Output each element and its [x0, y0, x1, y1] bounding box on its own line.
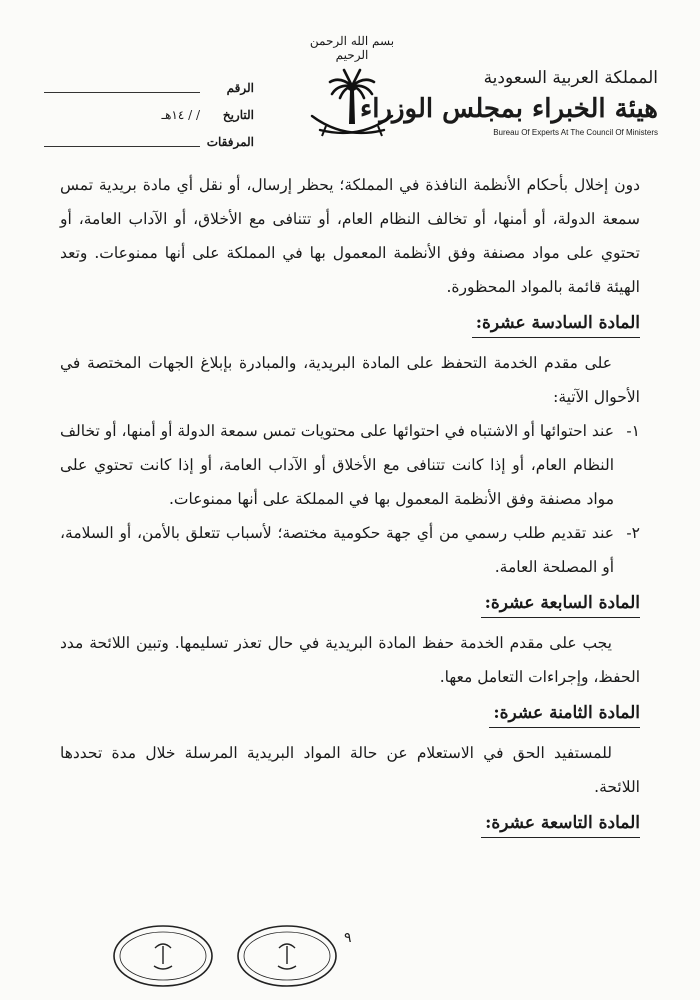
item-number: ١- — [626, 422, 640, 440]
kingdom-name: المملكة العربية السعودية — [483, 68, 658, 88]
attachments-row — [44, 128, 254, 155]
page-number: ٩ — [344, 930, 352, 946]
article-19-heading: المادة التاسعة عشرة: — [481, 810, 640, 838]
basmala: بسم الله الرحمن الرحيم — [309, 34, 395, 62]
item-text: عند تقديم طلب رسمي من أي جهة حكومية مختصة؛ لأسباب تتعلق بالأمن، أو السلامة، أو المصلحة العامة. — [60, 524, 614, 576]
reference-number-line — [44, 82, 200, 93]
reference-number-label: الرقم — [226, 80, 254, 95]
article-19-heading-wrap — [60, 810, 640, 838]
article-16-heading-wrap — [60, 310, 640, 338]
article-18-heading: المادة الثامنة عشرة: — [489, 700, 640, 728]
reference-fields — [44, 74, 254, 155]
item-text: عند احتوائها أو الاشتباه في احتوائها على محتويات تمس سمعة الدولة أو أمنها، أو تخالف النظام العام، أو إذا كانت تتنافى مع الأخلاق أو الآداب العامة، أو إذا كانت تحتوي على مواد مصنفة وفق الأنظمة المعمول بها في المملكة على أنها ممنوعات. — [60, 422, 614, 508]
article-16-text: على مقدم الخدمة التحفظ على المادة البريدية، والمبادرة بإبلاغ الجهات المختصة في الأحوال الآتية: — [60, 354, 640, 406]
letterhead-institution — [359, 68, 658, 137]
letterhead-emblem-block — [296, 34, 408, 146]
palm-swords-emblem-icon — [304, 66, 400, 146]
bureau-name-arabic: هيئة الخبراء بمجلس الوزراء — [359, 94, 658, 124]
article-17-heading: المادة السابعة عشرة: — [481, 590, 640, 618]
official-seal-secretariat-icon — [112, 924, 214, 988]
article-16-heading: المادة السادسة عشرة: — [472, 310, 640, 338]
reference-number-row — [44, 74, 254, 101]
attachments-line — [44, 136, 200, 147]
article-16-item — [60, 414, 640, 516]
date-label: التاريخ — [222, 107, 254, 122]
date-value: / / ١٤هـ — [161, 107, 200, 122]
bureau-name-english: Bureau Of Experts At The Council Of Ministers — [493, 128, 658, 137]
item-number: ٢- — [626, 524, 640, 542]
article-18-heading-wrap — [60, 700, 640, 728]
document-body — [60, 168, 640, 846]
official-seal-bureau-icon — [236, 924, 338, 988]
date-row — [44, 101, 254, 128]
attachments-label: المرفقات — [206, 134, 254, 149]
intro-paragraph: دون إخلال بأحكام الأنظمة النافذة في المملكة؛ يحظر إرسال، أو نقل أي مادة بريدية تمس سمعة الدولة، أو أمنها، أو تخالف النظام العام، أو تتنافى مع الأخلاق، أو الآداب العامة، أو تحتوي على مواد مصنفة وفق الأنظمة المعمول بها في المملكة على أنها ممنوعات. وتعد الهيئة قائمة بالمواد المحظورة. — [60, 176, 641, 296]
article-17-text: يجب على مقدم الخدمة حفظ المادة البريدية في حال تعذر تسليمها. وتبين اللائحة مدد الحفظ، وإجراءات التعامل معها. — [60, 634, 640, 686]
article-16-item — [60, 516, 640, 584]
article-18-text: للمستفيد الحق في الاستعلام عن حالة المواد البريدية المرسلة خلال مدة تحددها اللائحة. — [60, 744, 640, 796]
article-17-heading-wrap — [60, 590, 640, 618]
